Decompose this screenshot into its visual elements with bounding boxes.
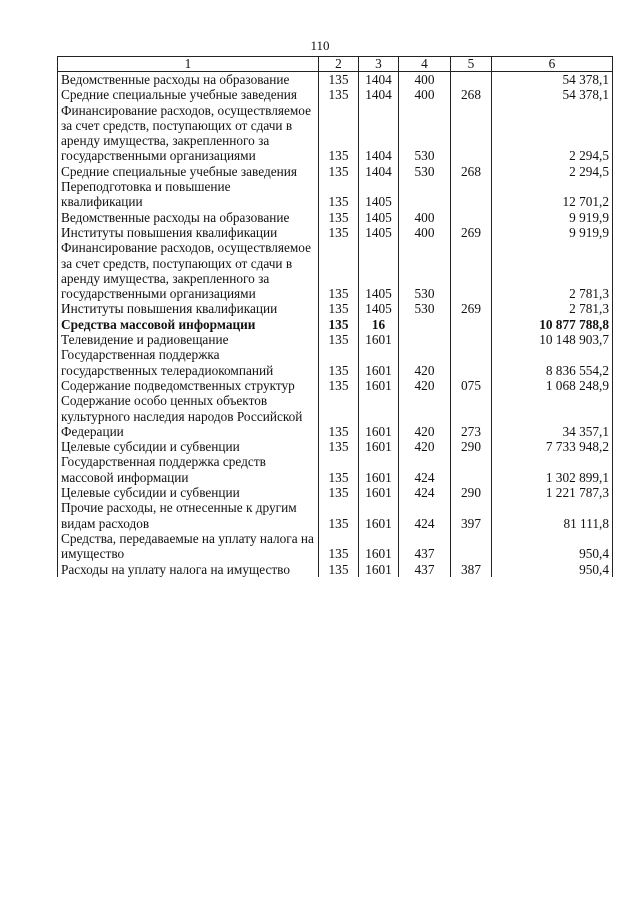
table-body xyxy=(58,72,613,577)
table-header xyxy=(58,57,613,72)
row-name: Государственная поддержка государственных телерадиокомпаний xyxy=(58,347,319,378)
column-header-2: 2 xyxy=(319,57,359,72)
row-amount: 9 919,9 xyxy=(492,210,613,225)
row-col-4 xyxy=(399,317,451,332)
row-col-2: 135 xyxy=(319,378,359,393)
row-amount: 10 148 903,7 xyxy=(492,332,613,347)
row-col-3: 1405 xyxy=(359,240,399,301)
row-col-4: 420 xyxy=(399,439,451,454)
row-col-2: 135 xyxy=(319,317,359,332)
row-amount: 34 357,1 xyxy=(492,393,613,439)
header-row xyxy=(58,57,613,72)
row-name: Средние специальные учебные заведения xyxy=(58,87,319,102)
row-col-5 xyxy=(451,179,492,210)
row-name: Средние специальные учебные заведения xyxy=(58,164,319,179)
row-amount: 8 836 554,2 xyxy=(492,347,613,378)
row-col-2: 135 xyxy=(319,103,359,164)
row-col-5: 273 xyxy=(451,393,492,439)
table-row xyxy=(58,531,613,562)
row-amount: 54 378,1 xyxy=(492,72,613,88)
row-col-3: 1405 xyxy=(359,210,399,225)
row-amount: 10 877 788,8 xyxy=(492,317,613,332)
table-row xyxy=(58,393,613,439)
row-col-3: 1601 xyxy=(359,562,399,577)
row-col-5: 387 xyxy=(451,562,492,577)
row-col-3: 1405 xyxy=(359,301,399,316)
row-amount: 2 781,3 xyxy=(492,301,613,316)
row-col-3: 1404 xyxy=(359,87,399,102)
row-col-3: 1601 xyxy=(359,378,399,393)
row-col-5: 397 xyxy=(451,500,492,531)
row-amount: 2 294,5 xyxy=(492,103,613,164)
table-row xyxy=(58,301,613,316)
row-col-4: 530 xyxy=(399,301,451,316)
row-name: Ведомственные расходы на образование xyxy=(58,72,319,88)
row-col-5: 269 xyxy=(451,301,492,316)
row-col-5 xyxy=(451,454,492,485)
row-col-3: 1601 xyxy=(359,332,399,347)
table-row xyxy=(58,439,613,454)
row-name: Средства, передаваемые на уплату налога на имущество xyxy=(58,531,319,562)
row-amount: 81 111,8 xyxy=(492,500,613,531)
row-col-2: 135 xyxy=(319,439,359,454)
table-row xyxy=(58,317,613,332)
table-row xyxy=(58,454,613,485)
row-col-2: 135 xyxy=(319,500,359,531)
table-row xyxy=(58,378,613,393)
row-col-5: 268 xyxy=(451,87,492,102)
row-col-5: 269 xyxy=(451,225,492,240)
row-col-5 xyxy=(451,531,492,562)
row-col-5 xyxy=(451,210,492,225)
table-row xyxy=(58,87,613,102)
row-col-5 xyxy=(451,72,492,88)
row-col-2: 135 xyxy=(319,225,359,240)
row-name: Ведомственные расходы на образование xyxy=(58,210,319,225)
row-col-4: 400 xyxy=(399,210,451,225)
row-col-5 xyxy=(451,240,492,301)
row-col-3: 16 xyxy=(359,317,399,332)
row-col-2: 135 xyxy=(319,332,359,347)
table-row xyxy=(58,240,613,301)
table-row xyxy=(58,485,613,500)
column-header-4: 4 xyxy=(399,57,451,72)
row-col-5: 290 xyxy=(451,439,492,454)
row-col-2: 135 xyxy=(319,562,359,577)
row-col-3: 1601 xyxy=(359,439,399,454)
row-col-2: 135 xyxy=(319,454,359,485)
row-col-4: 437 xyxy=(399,531,451,562)
page-number: 110 xyxy=(310,38,330,53)
row-col-4: 530 xyxy=(399,164,451,179)
row-col-3: 1405 xyxy=(359,225,399,240)
row-col-4: 424 xyxy=(399,485,451,500)
row-name: Содержание подведомственных структур xyxy=(58,378,319,393)
row-col-3: 1601 xyxy=(359,500,399,531)
row-amount: 2 294,5 xyxy=(492,164,613,179)
row-col-5: 268 xyxy=(451,164,492,179)
row-col-4 xyxy=(399,332,451,347)
row-col-2: 135 xyxy=(319,72,359,88)
table-row xyxy=(58,332,613,347)
budget-table xyxy=(57,56,613,577)
row-col-2: 135 xyxy=(319,164,359,179)
table-row xyxy=(58,210,613,225)
row-col-4: 424 xyxy=(399,500,451,531)
row-amount: 12 701,2 xyxy=(492,179,613,210)
row-amount: 9 919,9 xyxy=(492,225,613,240)
row-col-2: 135 xyxy=(319,531,359,562)
row-amount: 54 378,1 xyxy=(492,87,613,102)
row-col-5: 075 xyxy=(451,378,492,393)
row-col-3: 1404 xyxy=(359,103,399,164)
table-row xyxy=(58,225,613,240)
column-header-1: 1 xyxy=(58,57,319,72)
row-col-2: 135 xyxy=(319,485,359,500)
row-col-5 xyxy=(451,332,492,347)
column-header-5: 5 xyxy=(451,57,492,72)
table-row xyxy=(58,164,613,179)
row-col-2: 135 xyxy=(319,87,359,102)
row-col-4: 437 xyxy=(399,562,451,577)
table-row xyxy=(58,72,613,88)
row-col-3: 1405 xyxy=(359,179,399,210)
row-col-5 xyxy=(451,317,492,332)
row-col-3: 1601 xyxy=(359,531,399,562)
row-col-3: 1601 xyxy=(359,347,399,378)
row-col-2: 135 xyxy=(319,393,359,439)
table-row xyxy=(58,562,613,577)
row-col-2: 135 xyxy=(319,210,359,225)
row-name: Государственная поддержка средств массовой информации xyxy=(58,454,319,485)
row-col-3: 1601 xyxy=(359,485,399,500)
row-col-5: 290 xyxy=(451,485,492,500)
row-name: Финансирование расходов, осуществляемое за счет средств, поступающих от сдачи в аренду имущества, закрепленного за государственными организациями xyxy=(58,240,319,301)
row-col-3: 1601 xyxy=(359,393,399,439)
row-col-4: 420 xyxy=(399,393,451,439)
row-amount: 950,4 xyxy=(492,562,613,577)
row-col-4: 420 xyxy=(399,378,451,393)
row-name: Расходы на уплату налога на имущество xyxy=(58,562,319,577)
row-amount: 950,4 xyxy=(492,531,613,562)
row-col-5 xyxy=(451,347,492,378)
row-col-4: 530 xyxy=(399,103,451,164)
table-row xyxy=(58,500,613,531)
column-header-6: 6 xyxy=(492,57,613,72)
row-name: Прочие расходы, не отнесенные к другим видам расходов xyxy=(58,500,319,531)
row-col-4: 400 xyxy=(399,87,451,102)
row-name: Средства массовой информации xyxy=(58,317,319,332)
row-col-4: 400 xyxy=(399,72,451,88)
row-col-4: 400 xyxy=(399,225,451,240)
row-name: Институты повышения квалификации xyxy=(58,301,319,316)
table-row xyxy=(58,347,613,378)
row-name: Содержание особо ценных объектов культурного наследия народов Российской Федерации xyxy=(58,393,319,439)
row-col-2: 135 xyxy=(319,347,359,378)
row-name: Институты повышения квалификации xyxy=(58,225,319,240)
row-name: Целевые субсидии и субвенции xyxy=(58,439,319,454)
row-col-2: 135 xyxy=(319,179,359,210)
row-amount: 7 733 948,2 xyxy=(492,439,613,454)
row-name: Целевые субсидии и субвенции xyxy=(58,485,319,500)
row-col-2: 135 xyxy=(319,240,359,301)
row-col-3: 1601 xyxy=(359,454,399,485)
row-col-2: 135 xyxy=(319,301,359,316)
table-row xyxy=(58,103,613,164)
row-amount: 1 221 787,3 xyxy=(492,485,613,500)
row-amount: 2 781,3 xyxy=(492,240,613,301)
row-amount: 1 068 248,9 xyxy=(492,378,613,393)
row-col-4: 420 xyxy=(399,347,451,378)
table-row xyxy=(58,179,613,210)
row-col-5 xyxy=(451,103,492,164)
row-col-4: 424 xyxy=(399,454,451,485)
row-col-4 xyxy=(399,179,451,210)
row-name: Телевидение и радиовещание xyxy=(58,332,319,347)
row-amount: 1 302 899,1 xyxy=(492,454,613,485)
row-name: Переподготовка и повышение квалификации xyxy=(58,179,319,210)
row-col-3: 1404 xyxy=(359,164,399,179)
column-header-3: 3 xyxy=(359,57,399,72)
row-name: Финансирование расходов, осуществляемое за счет средств, поступающих от сдачи в аренду имущества, закрепленного за государственными организациями xyxy=(58,103,319,164)
row-col-4: 530 xyxy=(399,240,451,301)
row-col-3: 1404 xyxy=(359,72,399,88)
